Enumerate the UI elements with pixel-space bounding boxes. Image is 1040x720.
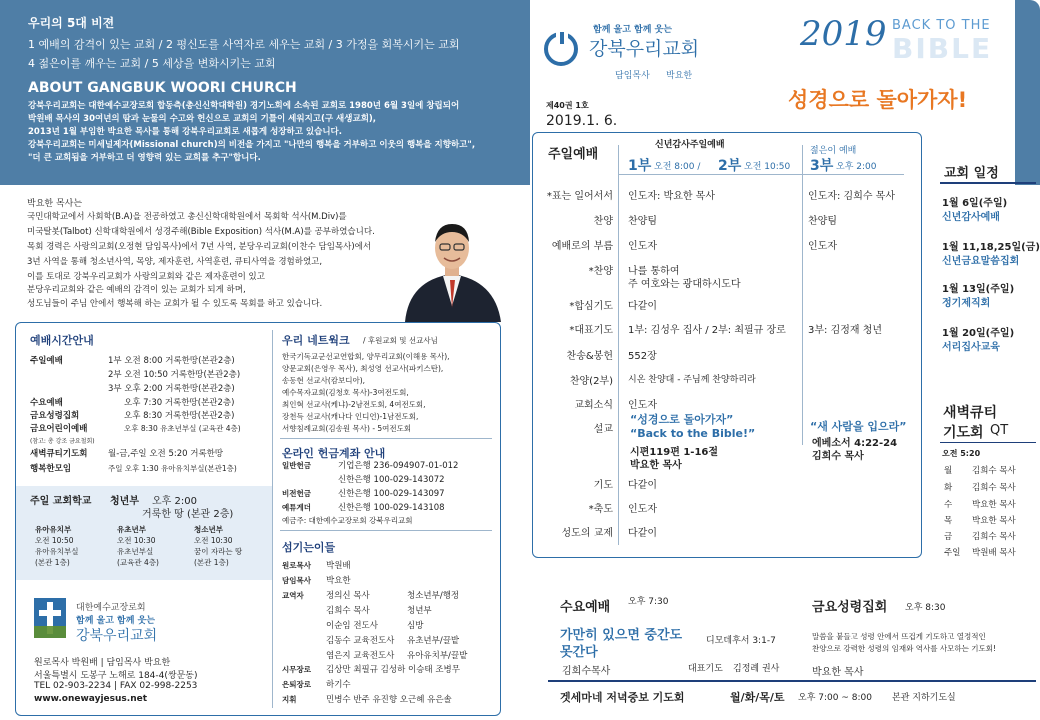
servant-name: 김희수 목사 — [326, 606, 370, 616]
service-title: 주일예배 — [548, 147, 599, 162]
dept-floor: (본관 1층) — [35, 558, 70, 567]
friday-time: 오후 8:30 — [905, 603, 946, 613]
worship-value: 1부 오전 8:00 거록한땅(본관2층) — [108, 356, 235, 366]
friday-description: 말씀을 붙들고 성령 안에서 뜨겁게 기도하고 열정적인 — [812, 632, 986, 641]
service-3-label: 3부 — [810, 158, 834, 174]
network-line: 서향침례교회(김송원 목사) - 5여전도회 — [282, 424, 412, 433]
order-value: 552장 — [628, 351, 657, 362]
friday-leader: 박요한 목사 — [812, 667, 864, 678]
youth-place: 거룩한 땅 (본관 2층) — [142, 509, 234, 520]
happy-meeting-label: 행복한모임 — [30, 464, 72, 474]
schedule-title: 교회 일정 — [944, 166, 999, 181]
dept-floor: (교육관 4층) — [117, 558, 159, 567]
servant-duty: 심방 — [407, 621, 424, 631]
footer-website[interactable]: www.onewayjesus.net — [34, 694, 148, 704]
evening-prayer-place: 본관 지하기도실 — [892, 693, 956, 703]
friday-title: 금요성령집회 — [812, 600, 888, 615]
servant-name: 박원배 — [326, 561, 351, 571]
dept-place: 유아유치부실 — [35, 547, 79, 556]
schedule-date: 1월 11,18,25일(금) — [942, 242, 1040, 253]
qt-title-suffix: QT — [990, 423, 1009, 438]
order-label: 예배로의 부름 — [551, 241, 613, 252]
order-value: 시온 찬양대 - 주님께 찬양하리라 — [628, 375, 756, 385]
network-divider — [280, 438, 492, 439]
schedule-event: 서리집사교육 — [942, 342, 1000, 353]
order-label: 찬양(2부) — [569, 376, 613, 387]
order-value-3: 인도자: 김희수 목사 — [808, 191, 896, 202]
servant-role: 시무장로 — [282, 665, 311, 674]
sermon-3-preacher: 김희수 목사 — [812, 451, 864, 462]
servant-duty: 청년부 — [407, 606, 432, 616]
qt-day: 주일 — [944, 548, 961, 558]
qt-leader: 김희수 목사 — [972, 532, 1016, 542]
theme-title: 성경으로 돌아가자! — [788, 88, 968, 112]
wednesday-prayer-label: 대표기도 — [688, 664, 723, 674]
offering-account: 신한은행 100-029-143108 — [338, 503, 445, 513]
qt-leader: 박요한 목사 — [972, 516, 1016, 526]
about-line: 강북우리교회는 대한예수교장로회 합동측(총신신학대학원) 경기노회에 소속된 교회로 1980년 6월 3일에 창립되어 — [28, 101, 460, 111]
bio-line: 미국탈봇(Talbot) 신학대학원에서 성경주해(Bible Exposition) 석사(M.A)를 공부하였습니다. — [27, 227, 375, 237]
header-church-name: 강북우리교회 — [589, 38, 700, 60]
service-2-label: 2부 — [718, 158, 742, 174]
back-to-the-text: BACK TO THE — [892, 18, 991, 33]
vision-line-2: 4 젊은이를 깨우는 교회 / 5 세상을 변화시키는 교회 — [28, 57, 276, 70]
wednesday-time: 오후 7:30 — [628, 597, 669, 607]
year-title: 2019 — [800, 14, 887, 54]
order-label: 교회소식 — [574, 400, 613, 411]
offering-divider — [280, 530, 492, 531]
servant-name: 정의신 목사 — [326, 591, 370, 601]
qt-day: 금 — [944, 532, 953, 542]
dept-place: 유초년부실 — [117, 547, 154, 556]
qt-title-line1: 새벽큐티 — [943, 405, 998, 421]
order-value: 다같이 — [628, 528, 657, 539]
dawn-prayer-value: 월-금,주일 오전 5:20 거록한땅 — [108, 449, 224, 459]
offering-account: 기업은행 236-094907-01-012 — [338, 461, 459, 471]
dept-name: 유아유치부 — [35, 525, 72, 534]
about-line: "더 큰 교회됨을 거부하고 더 영향력 있는 교회를 추구"합니다. — [28, 153, 261, 163]
bio-line: 목회 경력은 사랑의교회(오정현 담임목사)에서 7년 사역, 분당우리교회(이찬수 담임목사)에서 — [27, 242, 372, 252]
bio-line: 3년 사역을 통해 청소년사역, 목양, 제자훈련, 사역훈련, 큐티사역을 경험하였고, — [27, 257, 323, 267]
servant-duty: 유아유치부/끌밭 — [407, 651, 468, 661]
network-line: 예수목자교회(김청호 목사)-3여전도회, — [282, 388, 409, 397]
worship-value: 오후 8:30 거록한땅(본관2층) — [124, 411, 235, 421]
order-value: 나를 통하여 — [628, 266, 680, 277]
vision-line-1: 1 예배의 감격이 있는 교회 / 2 평신도를 사역자로 세우는 교회 / 3 가정을 회복시키는 교회 — [28, 38, 460, 51]
footer-address: 서울특별시 도봉구 노해로 184-4(쌍문동) — [34, 671, 198, 681]
offering-label: 비전헌금 — [282, 489, 311, 498]
pastor-photo — [395, 210, 510, 322]
qt-leader: 김희수 목사 — [972, 483, 1016, 493]
qt-leader: 박원배 목사 — [972, 548, 1016, 558]
servant-role: 지휘 — [282, 695, 297, 704]
evening-prayer-divider — [548, 680, 1036, 682]
offering-holder: 예금주: 대한예수교장로회 강북우리교회 — [282, 516, 413, 525]
worship-label: 수요예배 — [30, 398, 63, 408]
order-value: 인도자 — [628, 241, 657, 252]
qt-leader: 박요한 목사 — [972, 500, 1016, 510]
order-value: 1부: 김성우 집사 / 2부: 최필규 장로 — [628, 325, 786, 336]
sermon-title: “성경으로 돌아가자” — [630, 413, 734, 426]
bible-text: BIBLE — [892, 32, 993, 65]
church-logo-icon — [540, 28, 582, 70]
offering-label: 일반헌금 — [282, 461, 311, 470]
service-header-divider — [618, 174, 904, 175]
sermon-subtitle: “Back to the Bible!” — [630, 427, 756, 440]
footer-phone: TEL 02-903-2234 | FAX 02-998-2253 — [34, 681, 198, 691]
network-title: 우리 네트웍크 — [282, 334, 350, 347]
servant-duty: 청소년부/행정 — [407, 591, 460, 601]
sermon-3-title: “새 사람을 입으라” — [810, 420, 907, 433]
service-2-time: 오전 10:50 — [744, 162, 791, 172]
network-subtitle: / 후원교회 및 선교사님 — [363, 336, 438, 345]
worship-value: 2부 오전 10:50 거록한땅(본관2층) — [108, 370, 241, 380]
order-label: 설교 — [593, 424, 613, 435]
servant-role: 원로목사 — [282, 561, 311, 570]
order-value: 찬양팀 — [628, 216, 657, 227]
evening-prayer-title: 겟세마네 저녁중보 기도회 — [560, 691, 685, 704]
network-line: 최인혁 선교사(케냐)-2남전도회, 4여전도회, — [282, 400, 426, 409]
order-label: *표는 일어서서 — [546, 191, 613, 202]
qt-day: 수 — [944, 500, 953, 510]
service-3-time: 오후 2:00 — [836, 162, 877, 172]
about-line: 2013년 1월 부임한 박요한 목사를 통해 강북우리교회로 새롭게 성장하고 있습니다. — [28, 127, 342, 137]
bio-line: 분당우리교회와 같은 예배의 감격이 있는 교회가 되게 하며, — [27, 285, 246, 295]
service-1-label: 1부 — [628, 158, 652, 174]
schedule-divider — [940, 182, 1036, 184]
order-value: 다같이 — [628, 301, 657, 312]
service-3-header: 젊은이 예배 — [810, 146, 857, 156]
servants-title: 섬기는이들 — [282, 541, 336, 554]
happy-meeting-value: 주일 오후 1:30 유아유치부실(본관1층) — [108, 464, 237, 473]
schedule-date: 1월 13일(주일) — [942, 284, 1015, 295]
dept-time: 오전 10:30 — [194, 536, 233, 545]
footer-pastors: 원로목사 박원배 | 담임목사 박요한 — [34, 658, 171, 668]
order-value-3: 찬양팀 — [808, 216, 837, 227]
wednesday-preacher: 김희수목사 — [562, 666, 611, 677]
vision-title: 우리의 5대 비젼 — [28, 16, 115, 30]
page-edge-tab — [1015, 0, 1040, 185]
order-label: 찬송&봉헌 — [566, 351, 613, 362]
friday-description-line2: 찬양으로 강력한 성령의 임재와 역사를 사모하는 기도회! — [812, 644, 996, 653]
qt-divider — [940, 442, 1036, 443]
schedule-event: 정기제직회 — [942, 298, 991, 309]
youth-time: 오후 2:00 — [152, 496, 197, 507]
network-line: 한국기독교군선교연합회, 양무리교회(이해용 목사), — [282, 352, 450, 361]
order-label: 성도의 교제 — [561, 528, 613, 539]
dawn-prayer-label: 새벽큐티기도회 — [30, 449, 88, 459]
church-cross-logo-icon — [34, 598, 66, 638]
wednesday-reference: 디모데후서 3:1-7 — [706, 636, 776, 646]
servant-name: 하기수 — [326, 680, 351, 690]
wednesday-sermon: 가만히 있으면 중간도 — [560, 628, 683, 643]
bulletin-date: 2019.1. 6. — [546, 113, 618, 129]
wednesday-title: 수요예배 — [560, 600, 611, 615]
offering-title: 온라인 헌금계좌 안내 — [282, 447, 386, 460]
dept-name: 청소년부 — [194, 525, 223, 534]
servant-name: 김동수 교육전도사 — [326, 636, 395, 646]
order-label: *찬양 — [588, 266, 613, 277]
dept-name: 유초년부 — [117, 525, 146, 534]
qt-title-line2: 기도회 — [943, 425, 984, 441]
worship-value: 오후 7:30 거록한땅(본관2층) — [124, 398, 235, 408]
sermon-reference: 시편119편 1-16절 — [630, 447, 719, 458]
order-value-3: 3부: 김정재 청년 — [808, 325, 883, 336]
order-value-3: 인도자 — [808, 241, 837, 252]
dept-time: 오전 10:30 — [117, 536, 156, 545]
qt-day: 월 — [944, 466, 953, 476]
worship-label: 금요어린이예배 — [30, 424, 88, 434]
network-line: 양문교회(은영우 목사), 최성영 선교사(파키스탄), — [282, 364, 444, 373]
about-title: ABOUT GANGBUK WOORI CHURCH — [28, 80, 297, 96]
worship-note: (참고: 총 강조 금요철회) — [30, 438, 95, 445]
order-label: 찬양 — [593, 216, 613, 227]
dept-place: 꿈이 자라는 땅 — [194, 547, 243, 556]
servant-duty: 유초년부/끌밭 — [407, 636, 460, 646]
service-1-time: 오전 8:00 / — [654, 162, 701, 172]
servant-role: 교역자 — [282, 591, 304, 600]
order-value-line2: 주 여호와는 광대하시도다 — [628, 279, 741, 290]
dept-floor: (본관 1층) — [194, 558, 229, 567]
bio-line: 이를 토대로 강북우리교회가 사랑의교회와 같은 제자훈련이 있고 — [27, 272, 265, 282]
offering-label: 예튜게더 — [282, 503, 311, 512]
worship-value: 3부 오후 2:00 거록한땅(본관2층) — [108, 384, 235, 394]
servant-name: 박요한 — [326, 576, 351, 586]
network-line: 송동현 선교사(캄보디아), — [282, 376, 366, 385]
sermon-preacher: 박요한 목사 — [630, 460, 682, 471]
issue-number: 제40권 1호 — [546, 101, 589, 110]
order-label: *대표기도 — [569, 325, 613, 336]
servant-role: 은퇴장로 — [282, 680, 311, 689]
servant-name: 민병수 반주 유진향 오근혜 유은솔 — [326, 695, 452, 705]
schedule-event: 신년금요말씀집회 — [942, 256, 1020, 267]
service-event: 신년감사주일예배 — [655, 140, 725, 150]
schedule-date: 1월 6일(주일) — [942, 198, 1008, 209]
info-column-divider — [272, 330, 273, 708]
schedule-event: 신년감사예배 — [942, 212, 1000, 223]
servant-role: 담임목사 — [282, 576, 311, 585]
header-pastor-name: 박요한 — [666, 71, 693, 81]
vision-banner — [0, 0, 530, 185]
worship-label: 주일예배 — [30, 356, 63, 366]
order-value: 다같이 — [628, 480, 657, 491]
about-line: 강북우리교회는 미세널제자(Missional church)의 비전을 가지고 "나만의 행복을 거부하고 이웃의 행복을 지향하고", — [28, 140, 476, 150]
order-value: 인도자 — [628, 504, 657, 515]
wednesday-prayer: 김정례 권사 — [733, 664, 780, 674]
service-column-divider — [802, 145, 803, 445]
bio-title: 박요한 목사는 — [27, 199, 83, 209]
schedule-date: 1월 20일(주일) — [942, 328, 1015, 339]
dept-time: 오전 10:50 — [35, 536, 74, 545]
servant-name: 이순임 전도사 — [326, 621, 378, 631]
order-label: *축도 — [588, 504, 613, 515]
worship-value: 오후 8:30 유초년부실 (교육관 4층) — [124, 424, 241, 433]
service-label-divider — [618, 145, 619, 545]
evening-prayer-time: 오후 7:00 ~ 8:00 — [798, 693, 872, 703]
order-value: 인도자 — [628, 400, 657, 411]
network-line: 장천득 선교사(캐나다 인디언)-1남전도회, — [282, 412, 419, 421]
evening-prayer-days: 월/화/목/토 — [730, 691, 785, 704]
order-label: *합심기도 — [569, 301, 613, 312]
servant-name: 김상만 최필규 김성하 이승태 조병무 — [326, 665, 460, 675]
offering-account: 신한은행 100-029-143072 — [338, 475, 445, 485]
worship-label: 금요성령집회 — [30, 411, 80, 421]
wednesday-sermon-line2: 못간다 — [560, 645, 598, 660]
worship-times-title: 예배시간안내 — [30, 334, 94, 347]
qt-time: 오전 5:20 — [942, 449, 981, 458]
bio-line: 성도님들이 주님 안에서 행복해 하는 교회가 될 수 있도록 목회를 하고 있습니다. — [27, 299, 323, 309]
sunday-school-title: 주일 교회학교 — [30, 496, 92, 507]
sermon-3-reference: 에베소서 4:22-24 — [812, 438, 898, 449]
bio-line: 국민대학교에서 사회학(B.A)을 전공하였고 총신신학대학원에서 목회학 석사(M.Div)를 — [27, 212, 347, 222]
header-slogan: 함께 울고 함께 웃는 — [593, 25, 672, 35]
order-value: 인도자: 박요한 목사 — [628, 191, 716, 202]
offering-account: 신한은행 100-029-143097 — [338, 489, 445, 499]
footer-denomination: 대한예수교장로회 — [76, 603, 146, 613]
footer-slogan: 함께 울고 함께 웃는 — [76, 616, 155, 626]
about-line: 박원배 목사의 30여년의 땀과 눈물의 수고와 헌신으로 교회의 기틀이 세워지고(구 새생교회), — [28, 114, 377, 124]
qt-day: 목 — [944, 516, 953, 526]
footer-church-name: 강북우리교회 — [76, 628, 158, 644]
servant-name: 염은지 교육전도사 — [326, 651, 395, 661]
youth-label: 청년부 — [110, 496, 139, 507]
order-label: 기도 — [593, 480, 613, 491]
qt-day: 화 — [944, 483, 953, 493]
header-pastor-label: 담임목사 — [615, 71, 650, 81]
qt-leader: 김희수 목사 — [972, 466, 1016, 476]
